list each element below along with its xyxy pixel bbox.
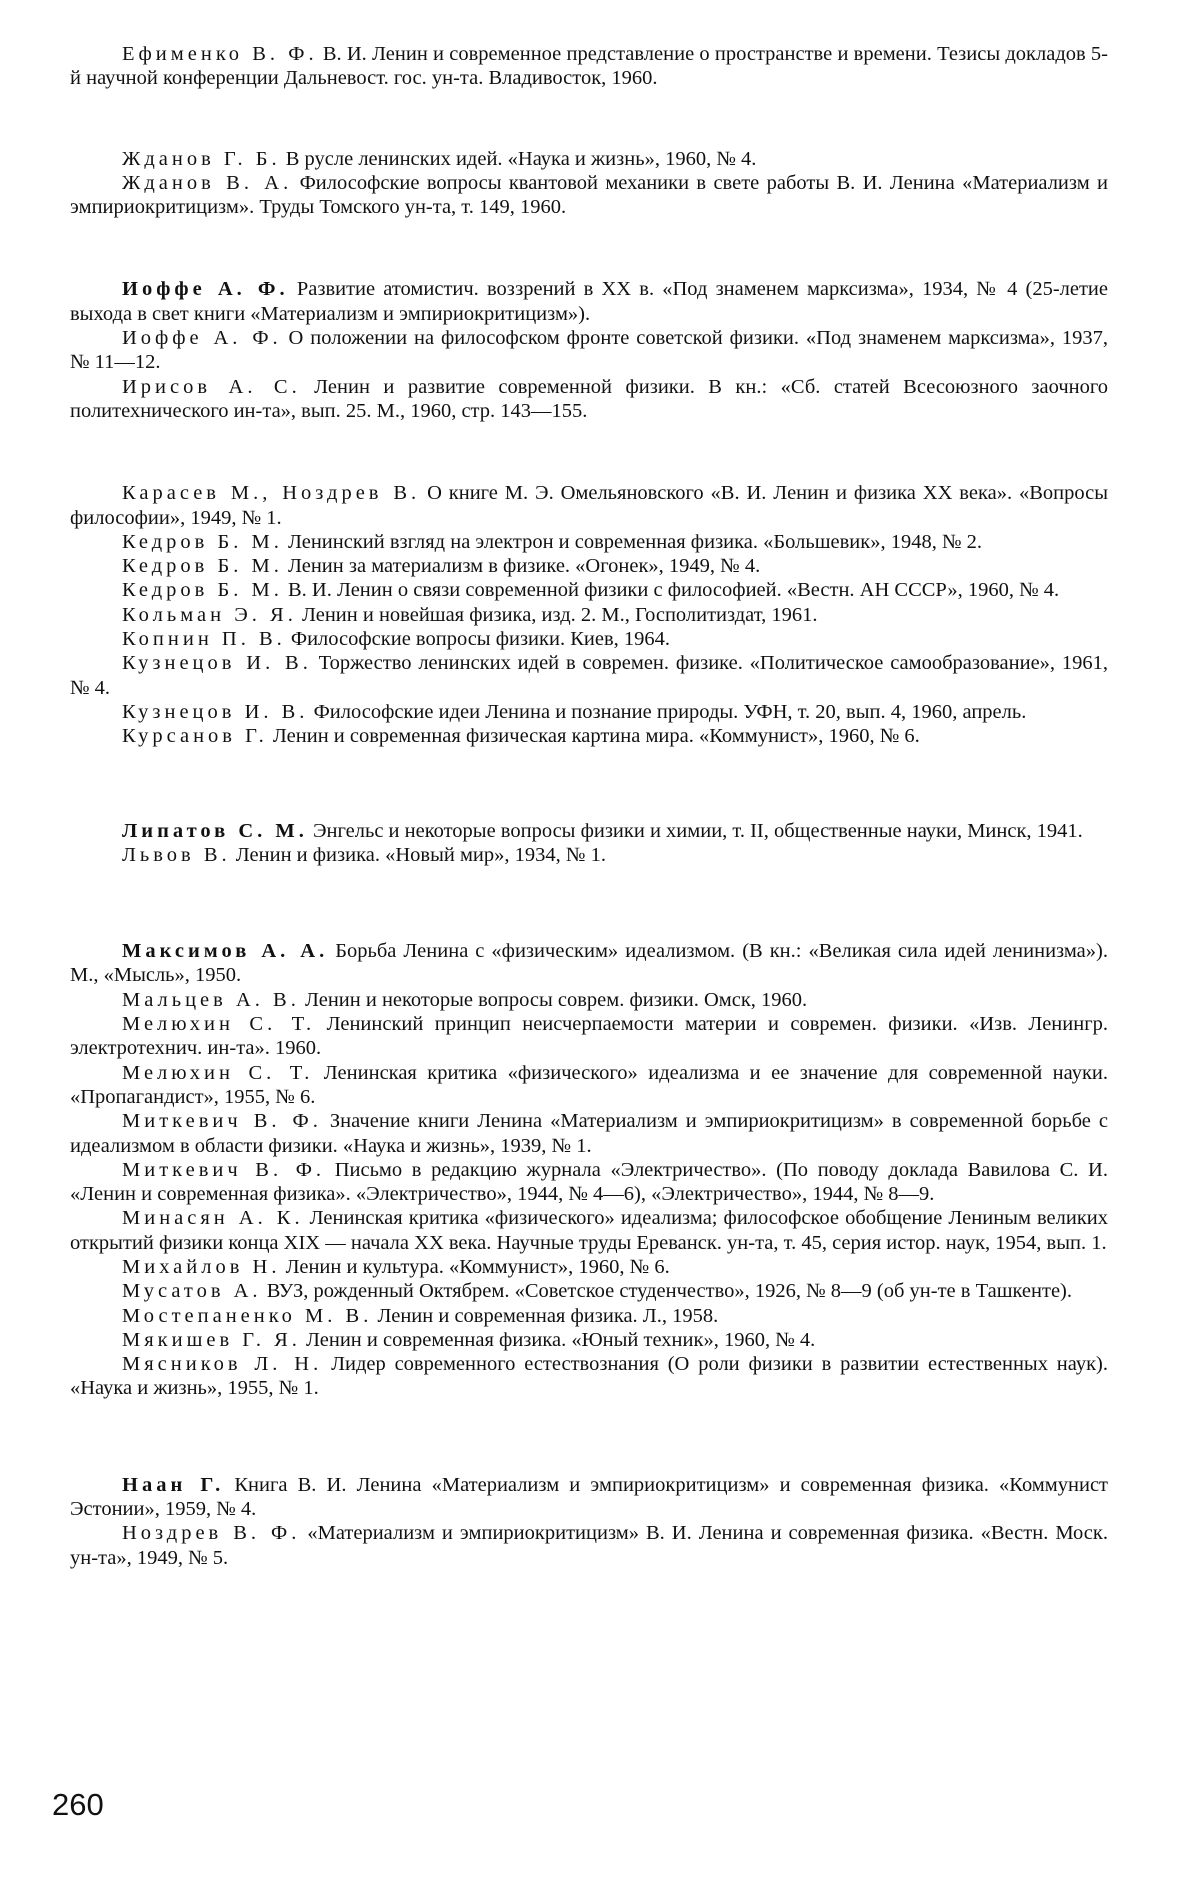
bibliography-entry <box>70 1109 1108 1158</box>
entry-text: Ленин и развитие современной физики. В кн.: «Сб. статей Всесоюзного заочного политехнического ин-та», вып. 25. М., 1960, стр. 143—155. <box>70 376 1108 422</box>
entry-author: Наан Г. <box>122 1474 224 1496</box>
entry-author: Львов В. <box>122 844 231 866</box>
bibliography-page <box>70 42 1108 1570</box>
bibliography-entry <box>70 326 1108 375</box>
bibliography-entry <box>70 724 1108 748</box>
entry-author: Карасев М., Ноздрев В. <box>122 482 420 504</box>
bibliography-section-n <box>70 1473 1108 1570</box>
entry-author: Минасян А. К. <box>122 1207 304 1229</box>
bibliography-entry <box>70 1279 1108 1303</box>
entry-author: Липатов С. М. <box>122 820 308 842</box>
entry-text: Ленин и современная физика. «Юный техник», 1960, № 4. <box>301 1329 815 1351</box>
entry-text: Ленин и современная физическая картина мира. «Коммунист», 1960, № 6. <box>268 725 920 747</box>
entry-author: Мальцев А. В. <box>122 989 300 1011</box>
entry-text: Философские вопросы квантовой механики в свете работы В. И. Ленина «Материализм и эмпириокритицизм». Труды Томского ун-та, т. 149, 1960. <box>70 172 1108 218</box>
entry-author: Ноздрев В. Ф. <box>122 1522 300 1544</box>
entry-text: О положении на философском фронте советской физики. «Под знаменем марксизма», 1937, № 11—12. <box>70 327 1108 373</box>
entry-text: Ленин и физика. «Новый мир», 1934, № 1. <box>231 844 606 866</box>
entry-author: Кузнецов И. В. <box>122 652 312 674</box>
entry-text: В. И. Ленин и современное представление о пространстве и времени. Тезисы докладов 5-й научной конференции Дальневост. гос. ун-та. Владивосток, 1960. <box>70 43 1108 89</box>
bibliography-entry <box>70 147 1108 171</box>
entry-text: В русле ленинских идей. «Наука и жизнь», 1960, № 4. <box>281 148 757 170</box>
bibliography-entry <box>70 819 1108 843</box>
bibliography-entry <box>70 939 1108 988</box>
entry-author: Жданов В. А. <box>122 172 292 194</box>
bibliography-entry <box>70 554 1108 578</box>
entry-text: Ленин и некоторые вопросы соврем. физики. Омск, 1960. <box>300 989 807 1011</box>
entry-author: Максимов А. А. <box>122 940 328 962</box>
entry-author: Михайлов Н. <box>122 1256 280 1278</box>
entry-author: Кольман Э. Я. <box>122 604 297 626</box>
entry-text: Философские вопросы физики. Киев, 1964. <box>286 628 670 650</box>
bibliography-entry <box>70 42 1108 91</box>
entry-author: Мякишев Г. Я. <box>122 1329 301 1351</box>
bibliography-entry <box>70 277 1108 326</box>
bibliography-entry <box>70 1158 1108 1207</box>
entry-text: Философские идеи Ленина и познание природы. УФН, т. 20, вып. 4, 1960, апрель. <box>308 701 1026 723</box>
bibliography-entry <box>70 578 1108 602</box>
bibliography-entry <box>70 627 1108 651</box>
bibliography-entry <box>70 171 1108 220</box>
bibliography-section-e <box>70 42 1108 91</box>
entry-author: Иоффе А. Ф. <box>122 278 289 300</box>
entry-text: Торжество ленинских идей в современ. физике. «Политическое самообразование», 1961, № 4. <box>70 652 1108 698</box>
bibliography-entry <box>70 1012 1108 1061</box>
entry-author: Жданов Г. Б. <box>122 148 281 170</box>
entry-text: Лидер современного естествознания (О роли физики в развитии естественных наук). «Наука и жизнь», 1955, № 1. <box>70 1353 1108 1399</box>
bibliography-entry <box>70 651 1108 700</box>
entry-text: Ленин за материализм в физике. «Огонек», 1949, № 4. <box>283 555 760 577</box>
bibliography-entry <box>70 1061 1108 1110</box>
entry-text: Письмо в редакцию журнала «Электричество». (По поводу доклада Вавилова С. И. «Ленин и современная физика». «Электричество», 1944, № 4—6), «Электричество», 1944, № 8—9. <box>70 1159 1108 1205</box>
entry-text: Борьба Ленина с «физическим» идеализмом. (В кн.: «Великая сила идей ленинизма»). М., «Мысль», 1950. <box>70 940 1108 986</box>
bibliography-section-zh <box>70 147 1108 220</box>
entry-text: «Материализм и эмпириокритицизм» В. И. Ленина и современная физика. «Вестн. Моск. ун-та», 1949, № 5. <box>70 1522 1108 1568</box>
entry-author: Копнин П. В. <box>122 628 286 650</box>
entry-author: Миткевич В. Ф. <box>122 1110 322 1132</box>
entry-author: Мусатов А. <box>122 1280 262 1302</box>
entry-author: Мостепаненко М. В. <box>122 1305 372 1327</box>
bibliography-entry <box>70 530 1108 554</box>
entry-author: Миткевич В. Ф. <box>122 1159 325 1181</box>
bibliography-entry <box>70 843 1108 867</box>
bibliography-entry <box>70 988 1108 1012</box>
entry-author: Ирисов А. С. <box>122 376 301 398</box>
entry-text: Ленин и культура. «Коммунист», 1960, № 6. <box>280 1256 669 1278</box>
entry-author: Курсанов Г. <box>122 725 268 747</box>
entry-author: Мясников Л. Н. <box>122 1353 322 1375</box>
entry-text: Ленинская критика «физического» идеализма; философское обобщение Лениным великих открытий физики конца XIX — начала XX века. Научные труды Ереванск. ун-та, т. 45, серия истор. наук, 1954, вып. 1. <box>70 1207 1108 1253</box>
entry-text: Ленин и новейшая физика, изд. 2. М., Госполитиздат, 1961. <box>297 604 818 626</box>
bibliography-entry <box>70 1473 1108 1522</box>
entry-text: Книга В. И. Ленина «Материализм и эмпириокритицизм» и современная физика. «Коммунист Эстонии», 1959, № 4. <box>70 1474 1108 1520</box>
entry-author: Кузнецов И. В. <box>122 701 308 723</box>
entry-author: Кедров Б. М. <box>122 555 283 577</box>
entry-author: Иоффе А. Ф. <box>122 327 282 349</box>
entry-text: Развитие атомистич. воззрений в XX в. «Под знаменем марксизма», 1934, № 4 (25-летие выхода в свет книги «Материализм и эмпириокритицизм»). <box>70 278 1108 324</box>
bibliography-entry <box>70 1206 1108 1255</box>
entry-text: О книге М. Э. Омельяновского «В. И. Ленин и физика XX века». «Вопросы философии», 1949, № 1. <box>70 482 1108 528</box>
entry-text: Ленинский принцип неисчерпаемости материи и современ. физики. «Изв. Ленингр. электротехнич. ин-та». 1960. <box>70 1013 1108 1059</box>
page-number: 260 <box>52 1787 104 1823</box>
bibliography-entry <box>70 375 1108 424</box>
entry-text: Значение книги Ленина «Материализм и эмпириокритицизм» в современной борьбе с идеализмом в области физики. «Наука и жизнь», 1939, № 1. <box>70 1110 1108 1156</box>
entry-text: В. И. Ленин о связи современной физики с философией. «Вестн. АН СССР», 1960, № 4. <box>283 579 1059 601</box>
bibliography-entry <box>70 1255 1108 1279</box>
bibliography-section-m <box>70 939 1108 1401</box>
bibliography-section-l <box>70 819 1108 868</box>
entry-text: ВУЗ, рожденный Октябрем. «Советское студенчество», 1926, № 8—9 (об ун-те в Ташкенте). <box>262 1280 1072 1302</box>
entry-text: Энгельс и некоторые вопросы физики и химии, т. II, общественные науки, Минск, 1941. <box>308 820 1083 842</box>
bibliography-entry <box>70 700 1108 724</box>
bibliography-section-k <box>70 481 1108 748</box>
bibliography-entry <box>70 481 1108 530</box>
bibliography-entry <box>70 603 1108 627</box>
entry-author: Ефименко В. Ф. <box>122 43 318 65</box>
entry-author: Мелюхин С. Т. <box>122 1062 313 1084</box>
entry-author: Кедров Б. М. <box>122 579 283 601</box>
bibliography-section-i <box>70 277 1108 423</box>
bibliography-entry <box>70 1304 1108 1328</box>
entry-author: Мелюхин С. Т. <box>122 1013 315 1035</box>
entry-text: Ленинский взгляд на электрон и современная физика. «Большевик», 1948, № 2. <box>283 531 982 553</box>
entry-text: Ленинская критика «физического» идеализма и ее значение для современной науки. «Пропагандист», 1955, № 6. <box>70 1062 1108 1108</box>
bibliography-entry <box>70 1352 1108 1401</box>
bibliography-entry <box>70 1521 1108 1570</box>
entry-author: Кедров Б. М. <box>122 531 283 553</box>
entry-text: Ленин и современная физика. Л., 1958. <box>372 1305 718 1327</box>
bibliography-entry <box>70 1328 1108 1352</box>
